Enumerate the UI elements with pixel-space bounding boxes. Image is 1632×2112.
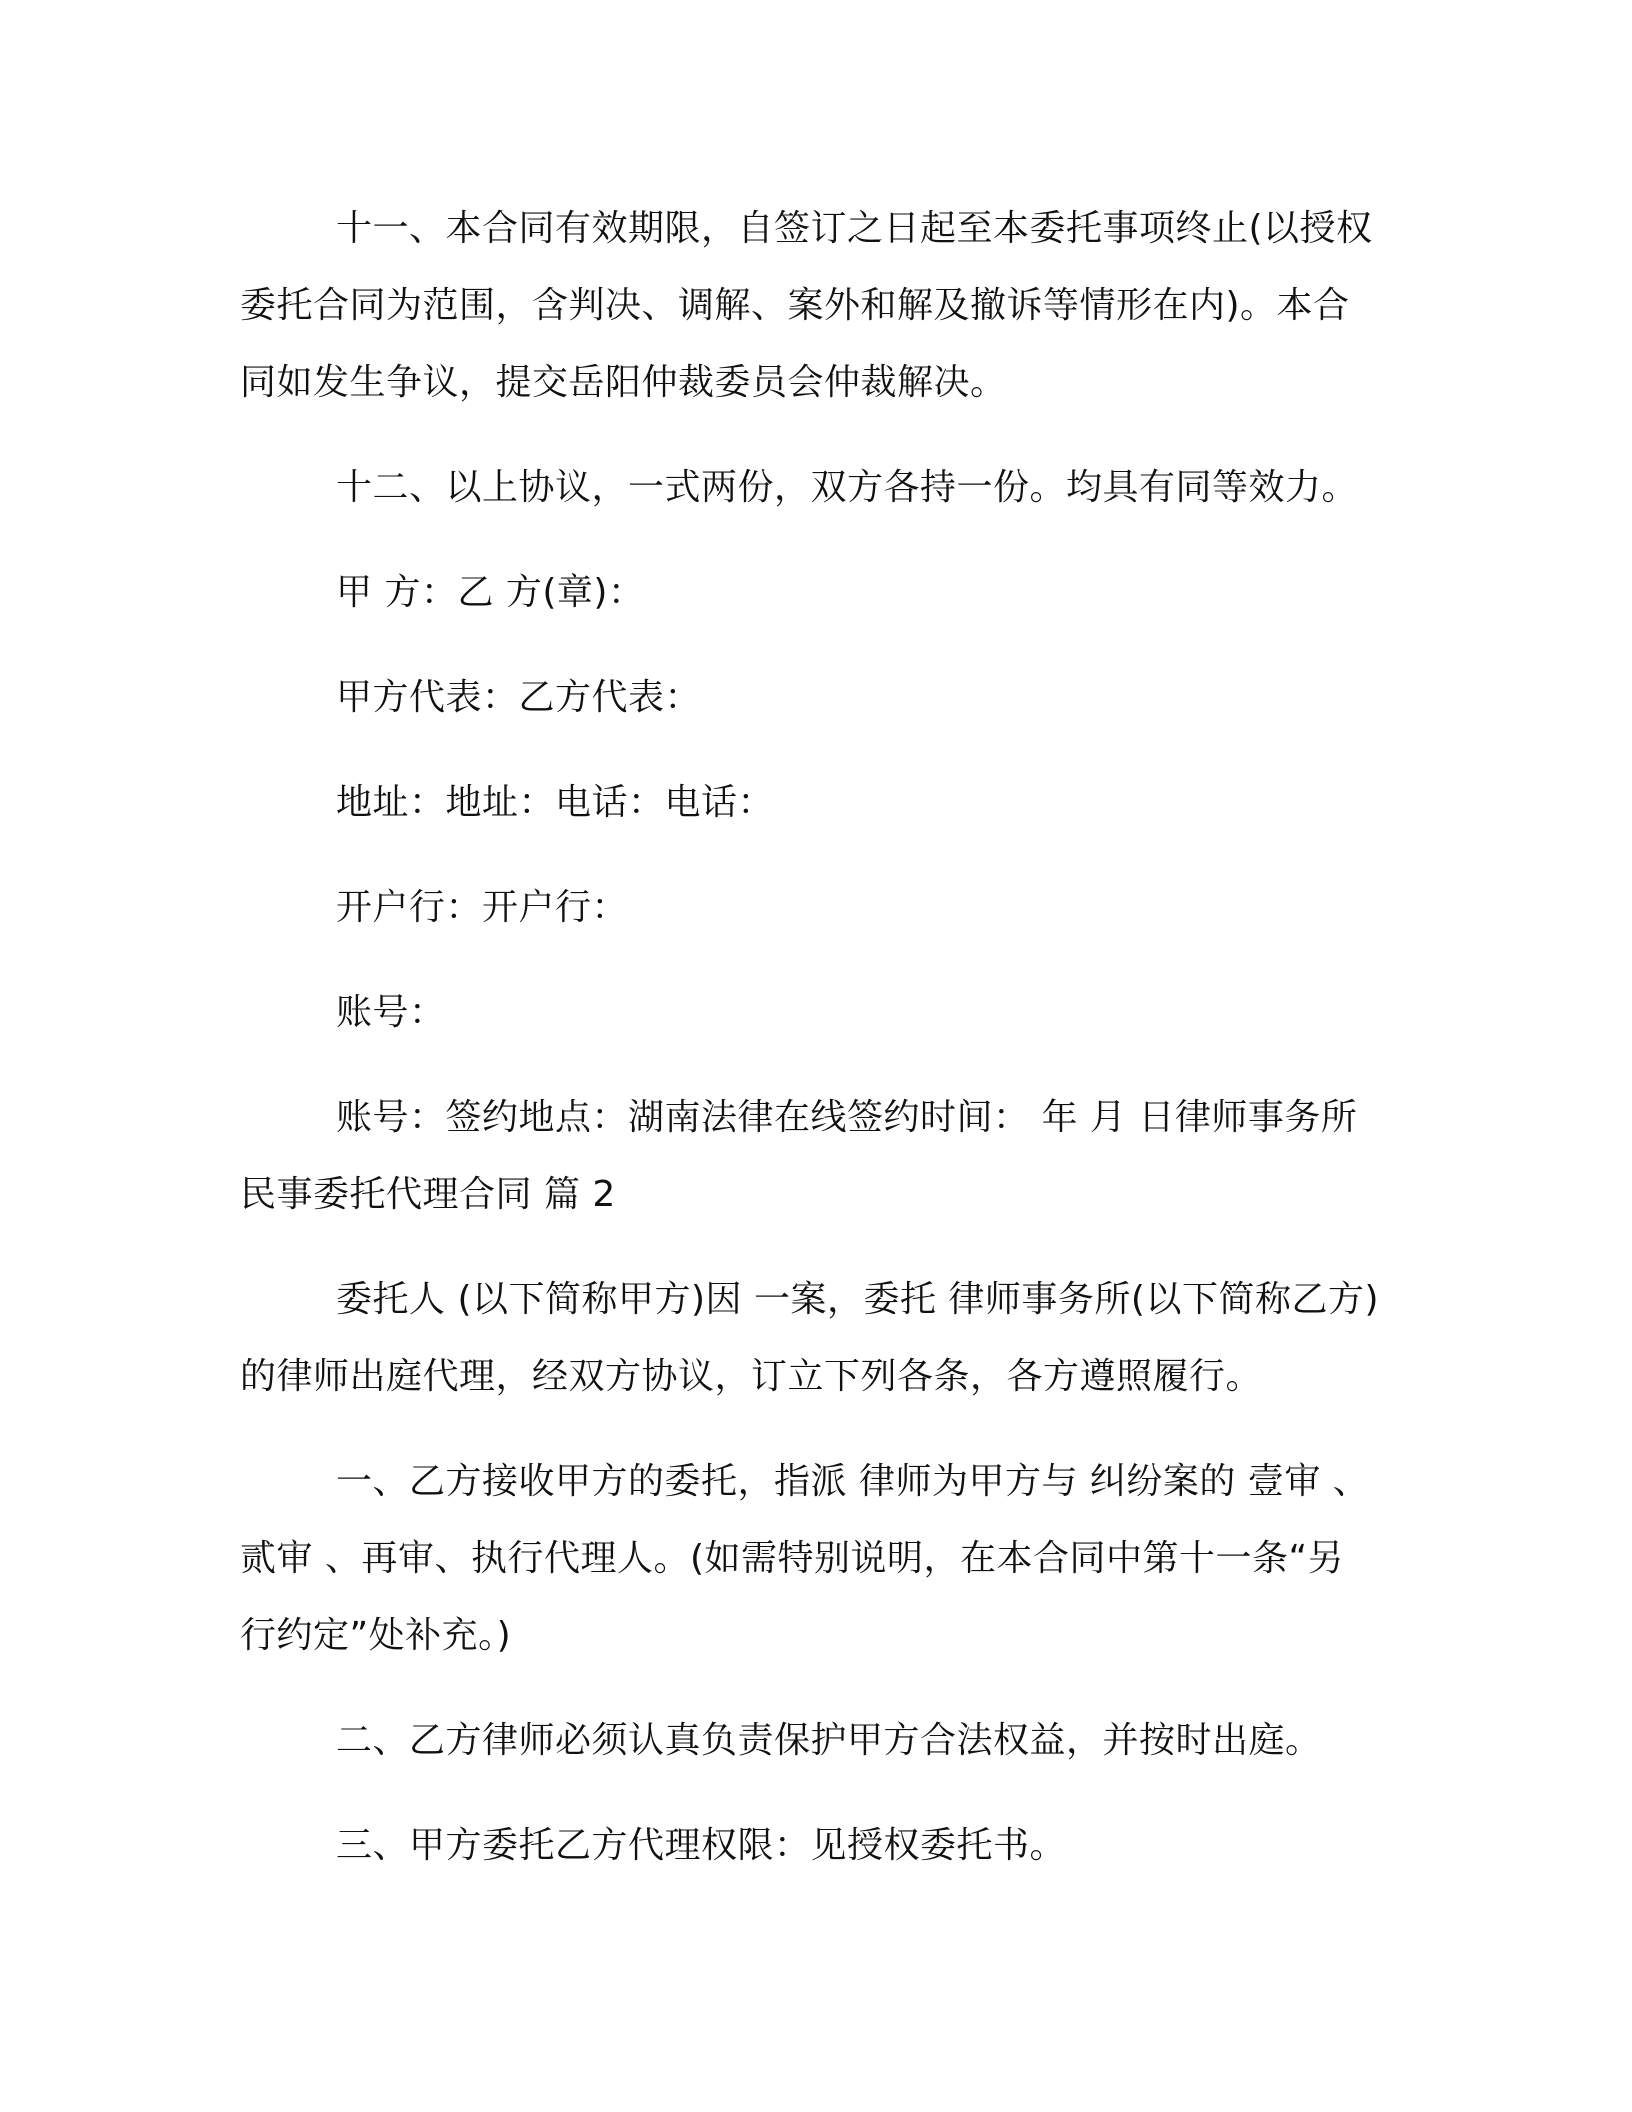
clause-one: 一、乙方接收甲方的委托，指派 律师为甲方与 纠纷案的 壹审 、贰审 、再审、执行代理人。(如需特别说明，在本合同中第十一条“另行约定”处补充。) [240,1461,1370,1656]
document-body [240,190,1380,1884]
account-line: 账号： [336,992,446,1033]
signing-info-and-section-title: 账号：签约地点：湖南法律在线签约时间： 年 月 日律师事务所民事委托代理合同 篇 2 [240,1097,1358,1215]
clause-two: 二、乙方律师必须认真负责保护甲方合法权益，并按时出庭。 [336,1720,1322,1761]
party-a-b-line: 甲 方：乙 方(章)： [336,572,645,613]
bank-line: 开户行：开户行： [336,887,629,928]
clause-three: 三、甲方委托乙方代理权限：见授权委托书。 [336,1825,1067,1866]
clause-eleven: 十一、本合同有效期限，自签订之日起至本委托事项终止(以授权委托合同为范围，含判决、调解、案外和解及撤诉等情形在内)。本合同如发生争议，提交岳阳仲裁委员会仲裁解决。 [240,208,1373,403]
representatives-line: 甲方代表：乙方代表： [336,677,702,718]
address-phone-line: 地址：地址：电话：电话： [336,782,775,823]
clause-twelve: 十二、以上协议，一式两份，双方各持一份。均具有同等效力。 [336,467,1359,508]
contract-preamble: 委托人 (以下简称甲方)因 一案，委托 律师事务所(以下简称乙方)的律师出庭代理，经双方协议，订立下列各条，各方遵照履行。 [240,1279,1380,1397]
